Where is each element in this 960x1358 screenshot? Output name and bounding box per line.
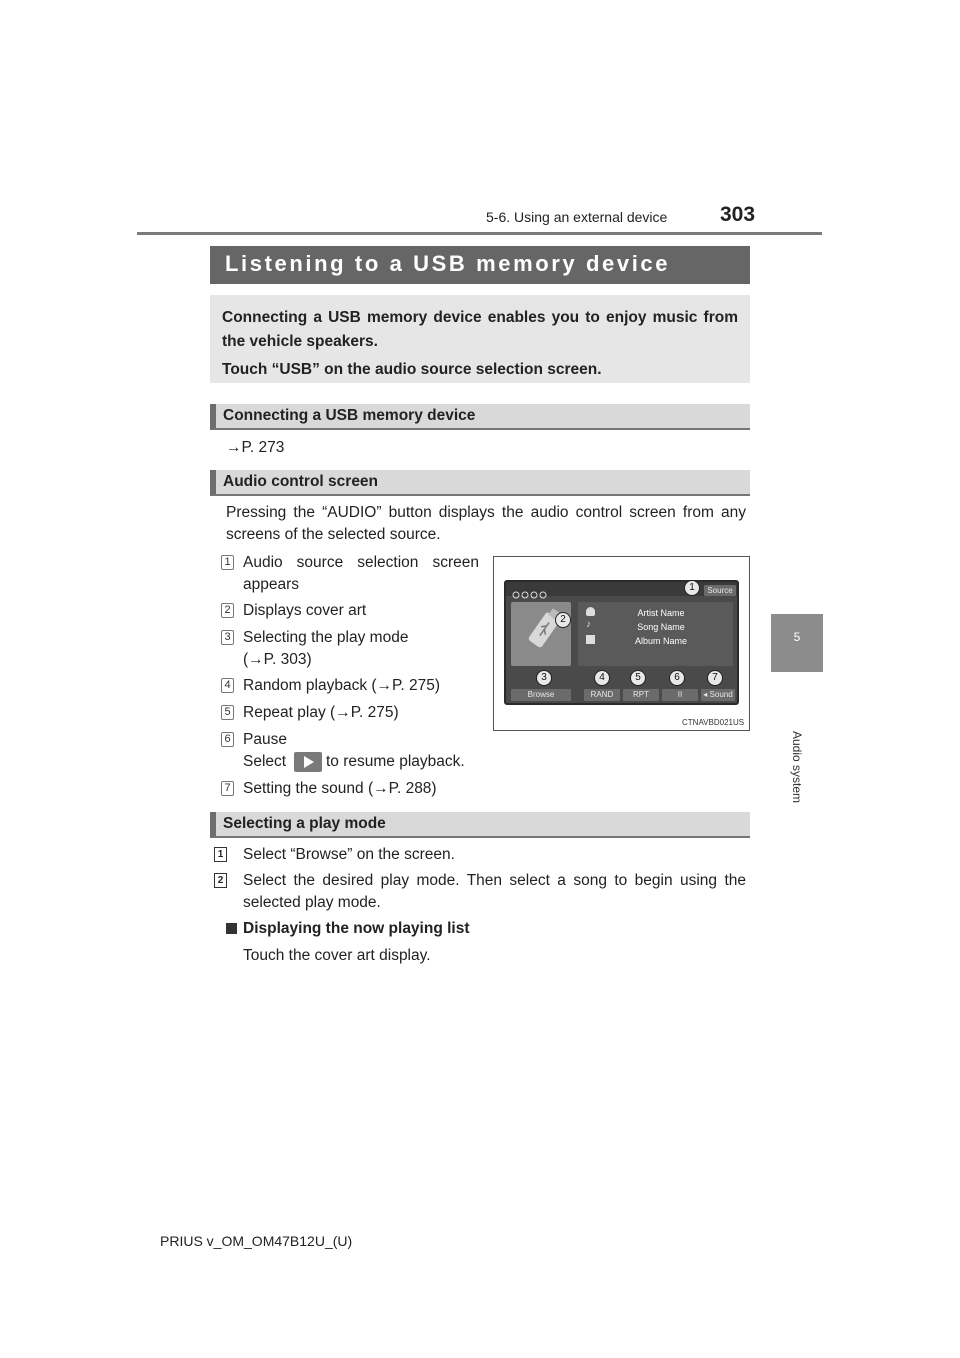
figure-id: CTNAVBD021US: [682, 718, 745, 727]
speaker-icon: ◂: [703, 690, 708, 699]
item-text: Select: [243, 753, 287, 770]
footer-code: PRIUS v_OM_OM47B12U_(U): [160, 1233, 353, 1249]
subheading-now-playing: Displaying the now playing list: [243, 920, 470, 937]
callout-2: 2: [555, 612, 571, 628]
item-text: Selecting the play mode: [243, 629, 409, 646]
album-icon: [586, 635, 595, 644]
intro-line-2: Touch “USB” on the audio source selection screen.: [222, 361, 602, 378]
item-number: 4: [221, 678, 234, 693]
page-reference-link[interactable]: →P. 273: [226, 439, 285, 456]
header-rule: [137, 232, 822, 235]
step-number: 1: [214, 847, 227, 862]
item-number: 1: [221, 555, 234, 570]
subheading-text: Touch the cover art display.: [243, 947, 431, 964]
chapter-tab: [771, 614, 823, 672]
item-number: 3: [221, 630, 234, 645]
callout-3: 3: [536, 670, 552, 686]
page-number: 303: [720, 203, 756, 226]
section-label: 5-6. Using an external device: [486, 209, 668, 225]
step-number: 2: [214, 873, 227, 888]
song-name: Song Name: [637, 622, 685, 632]
chapter-title: Audio system: [790, 730, 804, 804]
bullet-square-icon: [226, 923, 237, 934]
play-icon: [294, 752, 322, 772]
source-button[interactable]: Source: [704, 585, 736, 596]
pause-button[interactable]: II: [662, 689, 698, 701]
item-text: Setting the sound (→P. 288): [243, 780, 437, 797]
item-text: Random playback (→P. 275): [243, 677, 441, 694]
page-reference-link[interactable]: (→P. 303): [243, 651, 312, 668]
callout-4: 4: [594, 670, 610, 686]
random-button[interactable]: RAND: [584, 689, 620, 701]
item-text: Repeat play (→P. 275): [243, 704, 399, 721]
item-text: Audio source selection screen: [243, 554, 479, 571]
page-title: Listening to a USB memory device: [210, 246, 750, 284]
item-text: to resume playback.: [326, 753, 465, 770]
item-number: 5: [221, 705, 234, 720]
section-heading-connecting: Connecting a USB memory device: [210, 404, 750, 430]
audio-control-screen: [504, 580, 739, 705]
status-dots-icon: [512, 586, 548, 594]
intro-line-1: Connecting a USB memory device enables you to enjoy music from the vehicle speakers.: [222, 309, 738, 350]
section-heading-play-mode: Selecting a play mode: [210, 812, 750, 838]
callout-1: 1: [684, 580, 700, 596]
artist-name: Artist Name: [637, 608, 685, 618]
step-text: Select “Browse” on the screen.: [243, 846, 455, 863]
item-text: Pause: [243, 731, 287, 748]
repeat-button[interactable]: RPT: [623, 689, 659, 701]
artist-icon: [586, 607, 595, 616]
callout-5: 5: [630, 670, 646, 686]
intro-box: [210, 295, 750, 383]
item-number: 6: [221, 732, 234, 747]
music-note-icon: ♪: [586, 619, 591, 630]
chapter-number: 5: [793, 630, 801, 644]
callout-6: 6: [669, 670, 685, 686]
sound-button-label: Sound: [709, 690, 733, 699]
item-text: Displays cover art: [243, 602, 367, 619]
item-number: 7: [221, 781, 234, 796]
section-heading-audio-control: Audio control screen: [210, 470, 750, 496]
item-text: appears: [243, 576, 300, 593]
audio-control-description: Pressing the “AUDIO” button displays the audio control screen from any screens of the selected source.: [226, 504, 746, 543]
item-number: 2: [221, 603, 234, 618]
step-text: Select the desired play mode. Then select a song to begin using the selected play mode.: [243, 872, 746, 911]
sound-button[interactable]: [701, 689, 735, 701]
browse-button[interactable]: Browse: [511, 689, 571, 701]
album-name: Album Name: [634, 636, 688, 646]
callout-7: 7: [707, 670, 723, 686]
